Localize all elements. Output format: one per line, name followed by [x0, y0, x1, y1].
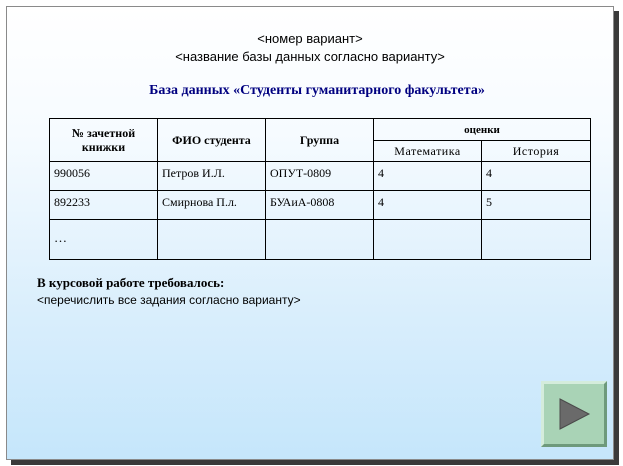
column-header-book-number: № зачетной книжки [50, 119, 158, 162]
cell-student-name: Петров И.Л. [158, 162, 266, 191]
cell-book-number: 892233 [50, 191, 158, 220]
column-header-math: Математика [374, 141, 482, 162]
table-row [50, 162, 591, 191]
cell-book-number: 990056 [50, 162, 158, 191]
cell-empty [266, 220, 374, 260]
cell-history-grade: 5 [482, 191, 591, 220]
students-table [49, 118, 591, 260]
cell-math-grade: 4 [374, 191, 482, 220]
slide [6, 6, 614, 460]
variant-number-placeholder: <номер вариант> [257, 31, 363, 46]
cell-history-grade: 4 [482, 162, 591, 191]
requirements-text: <перечислить все задания согласно варианту> [37, 293, 301, 307]
table-row [50, 191, 591, 220]
database-title: База данных «Студенты гуманитарного факультета» [149, 83, 485, 98]
column-header-grades: оценки [374, 119, 591, 141]
requirements-title: В курсовой работе требовалось: [37, 275, 225, 290]
play-triangle-icon [556, 396, 592, 432]
table-header-row [50, 119, 591, 141]
cell-group: ОПУТ-0809 [266, 162, 374, 191]
cell-empty [374, 220, 482, 260]
cell-ellipsis: … [50, 220, 158, 260]
column-header-group: Группа [266, 119, 374, 162]
column-header-student-name: ФИО студента [158, 119, 266, 162]
column-header-history: История [482, 141, 591, 162]
database-name-placeholder: <название базы данных согласно варианту> [175, 49, 445, 64]
cell-empty [158, 220, 266, 260]
cell-student-name: Смирнова П.л. [158, 191, 266, 220]
next-slide-button[interactable] [541, 381, 607, 447]
cell-empty [482, 220, 591, 260]
cell-group: БУАиА-0808 [266, 191, 374, 220]
cell-math-grade: 4 [374, 162, 482, 191]
table-row-ellipsis [50, 220, 591, 260]
